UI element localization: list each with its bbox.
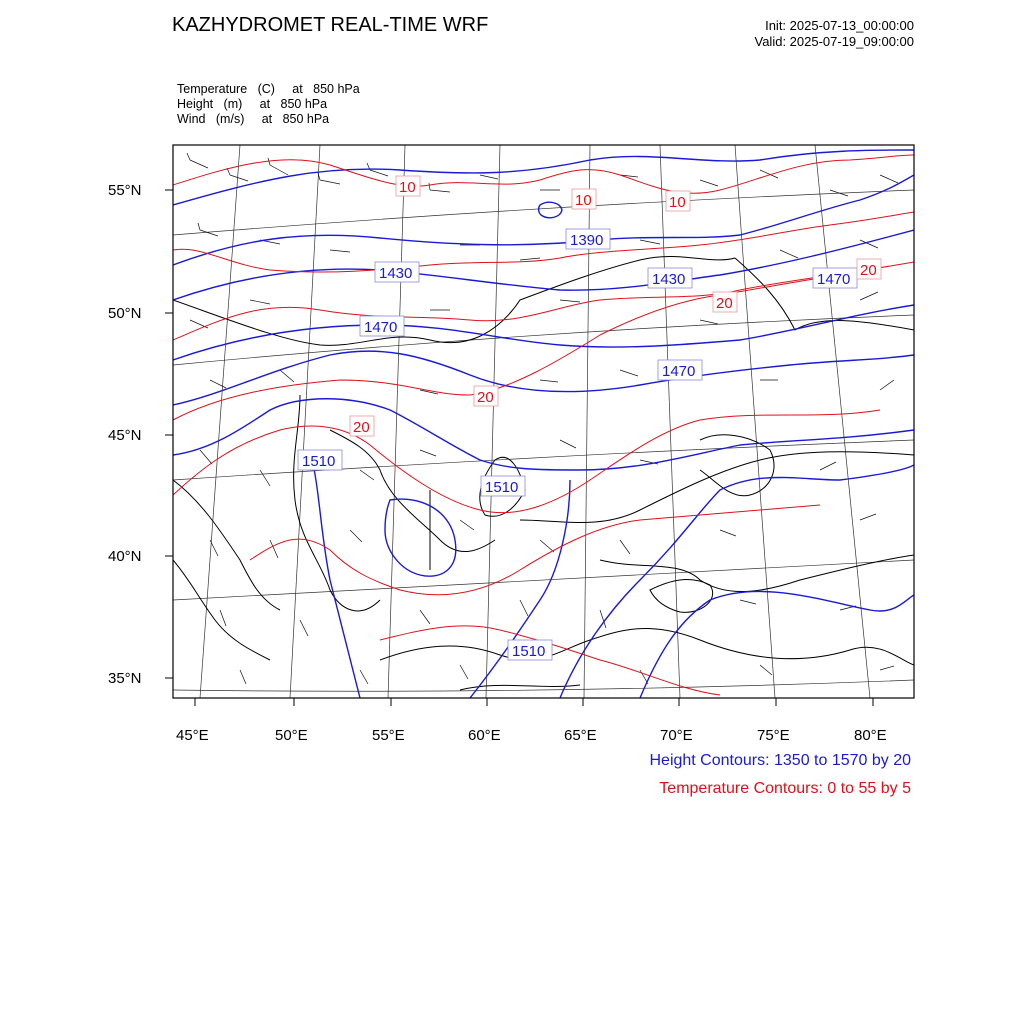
field-height: Height (m) at 850 hPa <box>177 97 328 111</box>
temperature-label: 10 <box>669 194 686 211</box>
lon-label-45e: 45°E <box>176 727 209 744</box>
lat-label-40n: 40°N <box>108 548 142 565</box>
temperature-label: 20 <box>716 295 733 312</box>
lat-label-50n: 50°N <box>108 305 142 322</box>
map-title: KAZHYDROMET REAL-TIME WRF <box>172 14 489 36</box>
height-label: 1390 <box>570 232 604 249</box>
country-boundaries <box>173 256 914 690</box>
lon-label-55e: 55°E <box>372 727 405 744</box>
height-label: 1510 <box>302 453 336 470</box>
valid-time: Valid: 2025-07-19_09:00:00 <box>754 34 914 49</box>
height-contour-labels <box>298 229 857 660</box>
wind-barbs <box>187 153 898 684</box>
lon-label-70e: 70°E <box>660 727 693 744</box>
longitude-labels <box>176 727 887 744</box>
height-label: 1470 <box>662 363 696 380</box>
lon-label-50e: 50°E <box>275 727 308 744</box>
lon-label-60e: 60°E <box>468 727 501 744</box>
graticule <box>173 145 914 698</box>
map-frame <box>173 145 914 698</box>
latitude-labels <box>108 182 142 687</box>
height-label: 1470 <box>817 271 851 288</box>
height-label: 1430 <box>652 271 686 288</box>
temperature-label: 10 <box>399 179 416 196</box>
lat-label-45n: 45°N <box>108 427 142 444</box>
temperature-contour-labels <box>350 176 881 436</box>
lon-label-80e: 80°E <box>854 727 887 744</box>
field-temperature: Temperature (C) at 850 hPa <box>177 82 360 96</box>
temperature-contour-legend: Temperature Contours: 0 to 55 by 5 <box>659 780 911 797</box>
temperature-label: 20 <box>353 419 370 436</box>
height-contour-legend: Height Contours: 1350 to 1570 by 20 <box>649 752 911 769</box>
height-contours <box>173 150 914 698</box>
height-label: 1510 <box>512 643 546 660</box>
height-label: 1430 <box>379 265 413 282</box>
temperature-label: 20 <box>860 262 877 279</box>
lon-label-75e: 75°E <box>757 727 790 744</box>
lat-label-55n: 55°N <box>108 182 142 199</box>
lat-label-35n: 35°N <box>108 670 142 687</box>
temperature-label: 20 <box>477 389 494 406</box>
temperature-contours <box>173 155 914 695</box>
lon-label-65e: 65°E <box>564 727 597 744</box>
init-time: Init: 2025-07-13_00:00:00 <box>765 18 914 33</box>
field-wind: Wind (m/s) at 850 hPa <box>177 112 330 126</box>
temperature-label: 10 <box>575 192 592 209</box>
height-label: 1510 <box>485 479 519 496</box>
height-label: 1470 <box>364 319 398 336</box>
